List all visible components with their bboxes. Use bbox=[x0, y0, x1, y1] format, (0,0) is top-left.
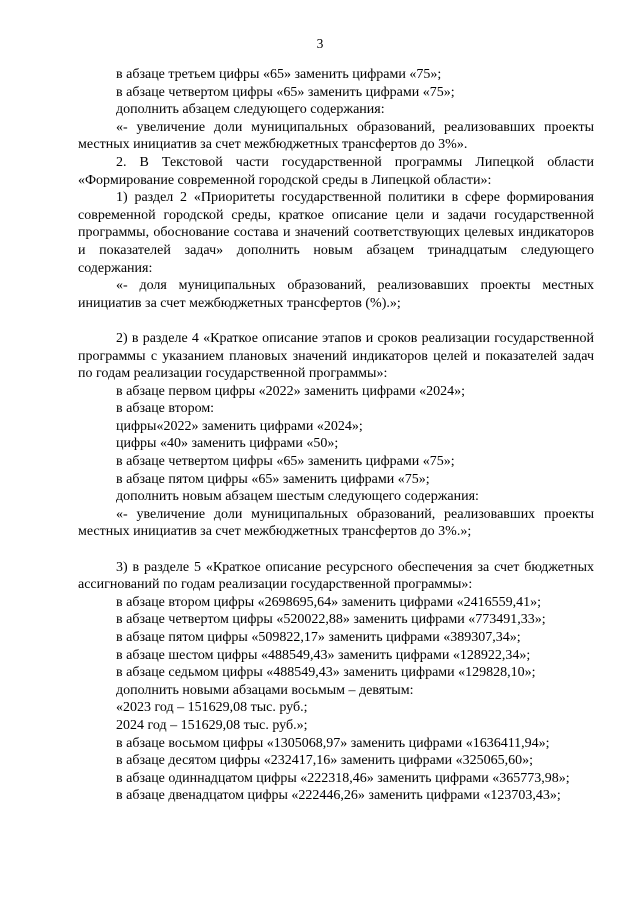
paragraph: дополнить новыми абзацами восьмым – девятым: bbox=[116, 682, 414, 698]
paragraph: в абзаце втором цифры «2698695,64» заменить цифрами «2416559,41»; bbox=[116, 594, 541, 610]
paragraph: в абзаце четвертом цифры «520022,88» заменить цифрами «773491,33»; bbox=[116, 612, 546, 628]
paragraph-gap bbox=[78, 312, 594, 330]
paragraph: 1) раздел 2 «Приоритеты государственной политики в сфере формирования современной городской среды, краткое описание цели и задачи государственной программы, обоснование состава и значений соответствующих целевых индикаторов и показателей задач» дополнить новым абзацем тринадцатым следующего содержания: bbox=[78, 190, 594, 276]
paragraph: дополнить новым абзацем шестым следующего содержания: bbox=[116, 489, 479, 505]
paragraph: «2023 год – 151629,08 тыс. руб.; bbox=[116, 700, 308, 716]
paragraph: в абзаце пятом цифры «65» заменить цифрами «75»; bbox=[116, 471, 430, 487]
paragraph-gap bbox=[78, 541, 594, 559]
page-number: 3 bbox=[316, 36, 324, 51]
paragraph: в абзаце первом цифры «2022» заменить цифрами «2024»; bbox=[116, 383, 465, 399]
paragraph: в абзаце восьмом цифры «1305068,97» заменить цифрами «1636411,94»; bbox=[116, 735, 550, 751]
paragraph: в абзаце четвертом цифры «65» заменить цифрами «75»; bbox=[116, 84, 455, 100]
paragraph: 2. В Текстовой части государственной программы Липецкой области «Формирование современной городской среды в Липецкой области»: bbox=[78, 154, 594, 188]
paragraph: в абзаце седьмом цифры «488549,43» заменить цифрами «129828,10»; bbox=[116, 665, 536, 681]
paragraph: «- увеличение доли муниципальных образований, реализовавших проекты местных инициатив за счет межбюджетных трансфертов до 3%.»; bbox=[78, 506, 594, 540]
paragraph: в абзаце одиннадцатом цифры «222318,46» заменить цифрами «365773,98»; bbox=[116, 770, 570, 786]
paragraph: в абзаце втором: bbox=[116, 401, 215, 417]
paragraph: в абзаце третьем цифры «65» заменить цифрами «75»; bbox=[116, 67, 442, 82]
paragraph: 2024 год – 151629,08 тыс. руб.»; bbox=[116, 717, 308, 733]
paragraph: 2) в разделе 4 «Краткое описание этапов и сроков реализации государственной программы с указанием плановых значений индикаторов целей и показателей задач по годам реализации государственной программы»: bbox=[78, 330, 594, 382]
paragraph: в абзаце шестом цифры «488549,43» заменить цифрами «128922,34»; bbox=[116, 647, 531, 663]
paragraph: в абзаце пятом цифры «509822,17» заменить цифрами «389307,34»; bbox=[116, 630, 521, 645]
paragraph: в абзаце десятом цифры «232417,16» заменить цифрами «325065,60»; bbox=[116, 753, 534, 769]
document-body bbox=[78, 66, 594, 805]
paragraph: цифры «40» заменить цифрами «50»; bbox=[116, 436, 339, 452]
paragraph: «- увеличение доли муниципальных образований, реализовавших проекты местных инициатив за счет межбюджетных трансфертов до 3%». bbox=[78, 119, 594, 153]
paragraph: «- доля муниципальных образований, реализовавших проекты местных инициатив за счет межбюджетных трансфертов (%).»; bbox=[78, 278, 594, 311]
paragraph: 3) в разделе 5 «Краткое описание ресурсного обеспечения за счет бюджетных ассигнований по годам реализации государственной программы»: bbox=[78, 559, 594, 593]
paragraph: дополнить абзацем следующего содержания: bbox=[116, 102, 385, 118]
paragraph: цифры«2022» заменить цифрами «2024»; bbox=[116, 418, 363, 434]
paragraph: в абзаце двенадцатом цифры «222446,26» заменить цифрами «123703,43»; bbox=[116, 788, 561, 804]
paragraph: в абзаце четвертом цифры «65» заменить цифрами «75»; bbox=[116, 454, 455, 470]
